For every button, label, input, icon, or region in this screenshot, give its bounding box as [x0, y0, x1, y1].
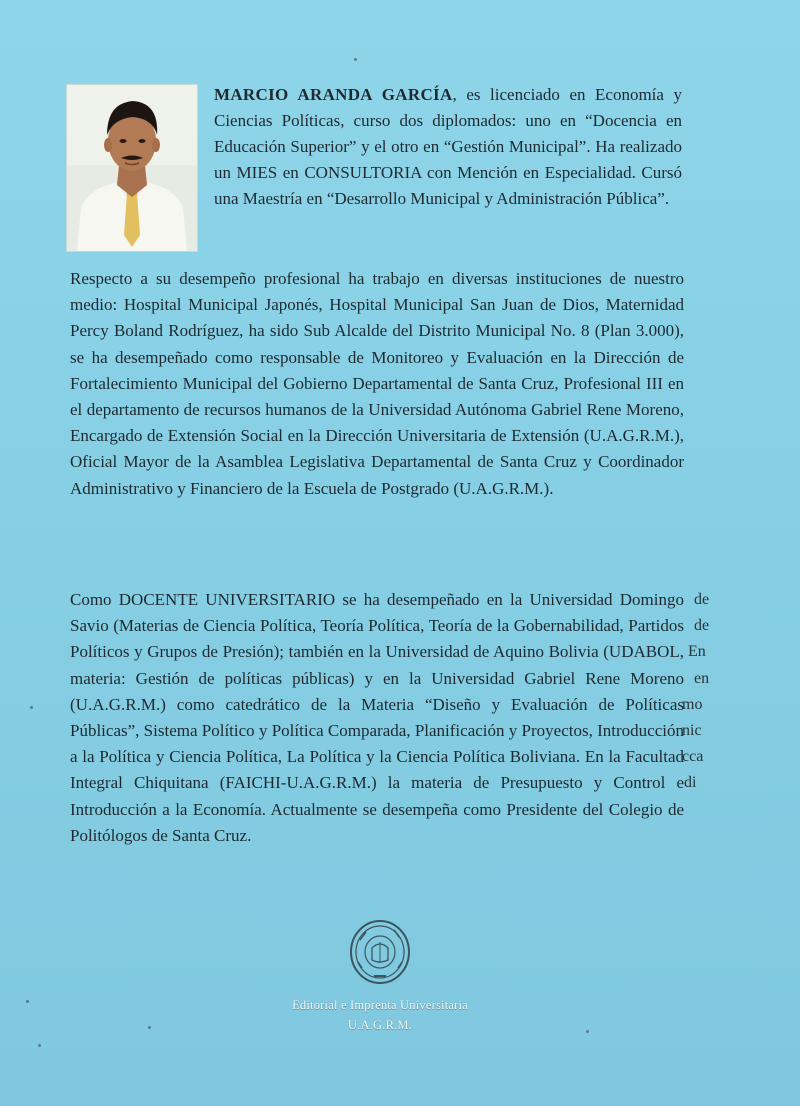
professional-experience-paragraph: Respecto a su desempeño profesional ha trabajo en diversas instituciones de nuestro medio: Hospital Municipal Japonés, Hospital Municipal San Juan de Dios, Maternidad Percy Boland Rodríguez, ha sido Sub Alcalde del Distrito Municipal No. 8 (Plan 3.000), se ha desempeñado como responsable de Monitoreo y Evaluación en la Dirección de Fortalecimiento Municipal del Gobierno Departamental de Santa Cruz, Profesional III en el departamento de recursos humanos de la Universidad Autónoma Gabriel Rene Moreno, Encargado de Extensión Social en la Dirección Universitaria de Extensión (U.A.G.R.M.), Oficial Mayor de la Asamblea Legislativa Departamental de Santa Cruz y Coordinador Administrativo y Financiero de la Escuela de Postgrado (U.A.G.R.M.). [70, 269, 684, 498]
speck [38, 1044, 41, 1047]
publisher-university: U.A.G.R.M. [347, 1018, 413, 1032]
author-photo [66, 84, 198, 252]
speck [30, 706, 33, 709]
bleed-through-fragment: di [684, 774, 697, 792]
speck [26, 1000, 29, 1003]
author-portrait-image [67, 85, 197, 251]
publisher-imprint [250, 995, 510, 1035]
author-name: MARCIO ARANDA GARCÍA [214, 85, 453, 104]
teaching-experience-paragraph: Como DOCENTE UNIVERSITARIO se ha desempeñado en la Universidad Domingo Savio (Materias de Ciencia Política, Teoría Política, Teoría de la Gobernabilidad, Partidos Políticos y Grupos de Presión); también en la Universidad de Aquino Bolivia (UDABOL, materia: Gestión de políticas públicas) y en la Universidad Gabriel Rene Moreno (U.A.G.R.M.) como catedrático de la Materia “Diseño y Evaluación de Políticas Públicas”, Sistema Político y Política Comparada, Planificación y Proyectos, Introducción a la Política y Ciencia Política, La Política y la Ciencia Política Boliviana. En la Facultad Integral Chiquitana (FAICHI-U.A.G.R.M.) la materia de Presupuesto y Control e Introducción a la Economía. Actualmente se desempeña como Presidente del Colegio de Politólogos de Santa Cruz. [70, 590, 684, 845]
bleed-through-fragment: mo [682, 695, 703, 713]
university-seal-icon [348, 918, 412, 986]
bleed-through-fragment: de [694, 617, 710, 635]
speck [586, 1030, 589, 1033]
bleed-through-text [682, 587, 746, 797]
bleed-through-fragment: nic [682, 722, 702, 740]
author-bio [214, 82, 682, 212]
speck [354, 58, 357, 61]
bleed-through-fragment: de [694, 591, 710, 608]
publisher-name: Editorial e Imprenta Universitaria [292, 998, 468, 1012]
speck [148, 1026, 151, 1029]
bleed-through-fragment: cca [682, 748, 704, 766]
bleed-through-fragment: En [688, 643, 706, 661]
bleed-through-fragment: en [694, 669, 710, 687]
author-bio-text: , es licenciado en Economía y Ciencias Políticas, curso dos diplomados: uno en “Docencia en Educación Superior” y el otro en “Gestión Municipal”. Ha realizado un MIES en CONSULTORIA con Mención en Especialidad. Cursó una Maestría en “Desarrollo Municipal y Administración Pública”. [214, 85, 682, 208]
